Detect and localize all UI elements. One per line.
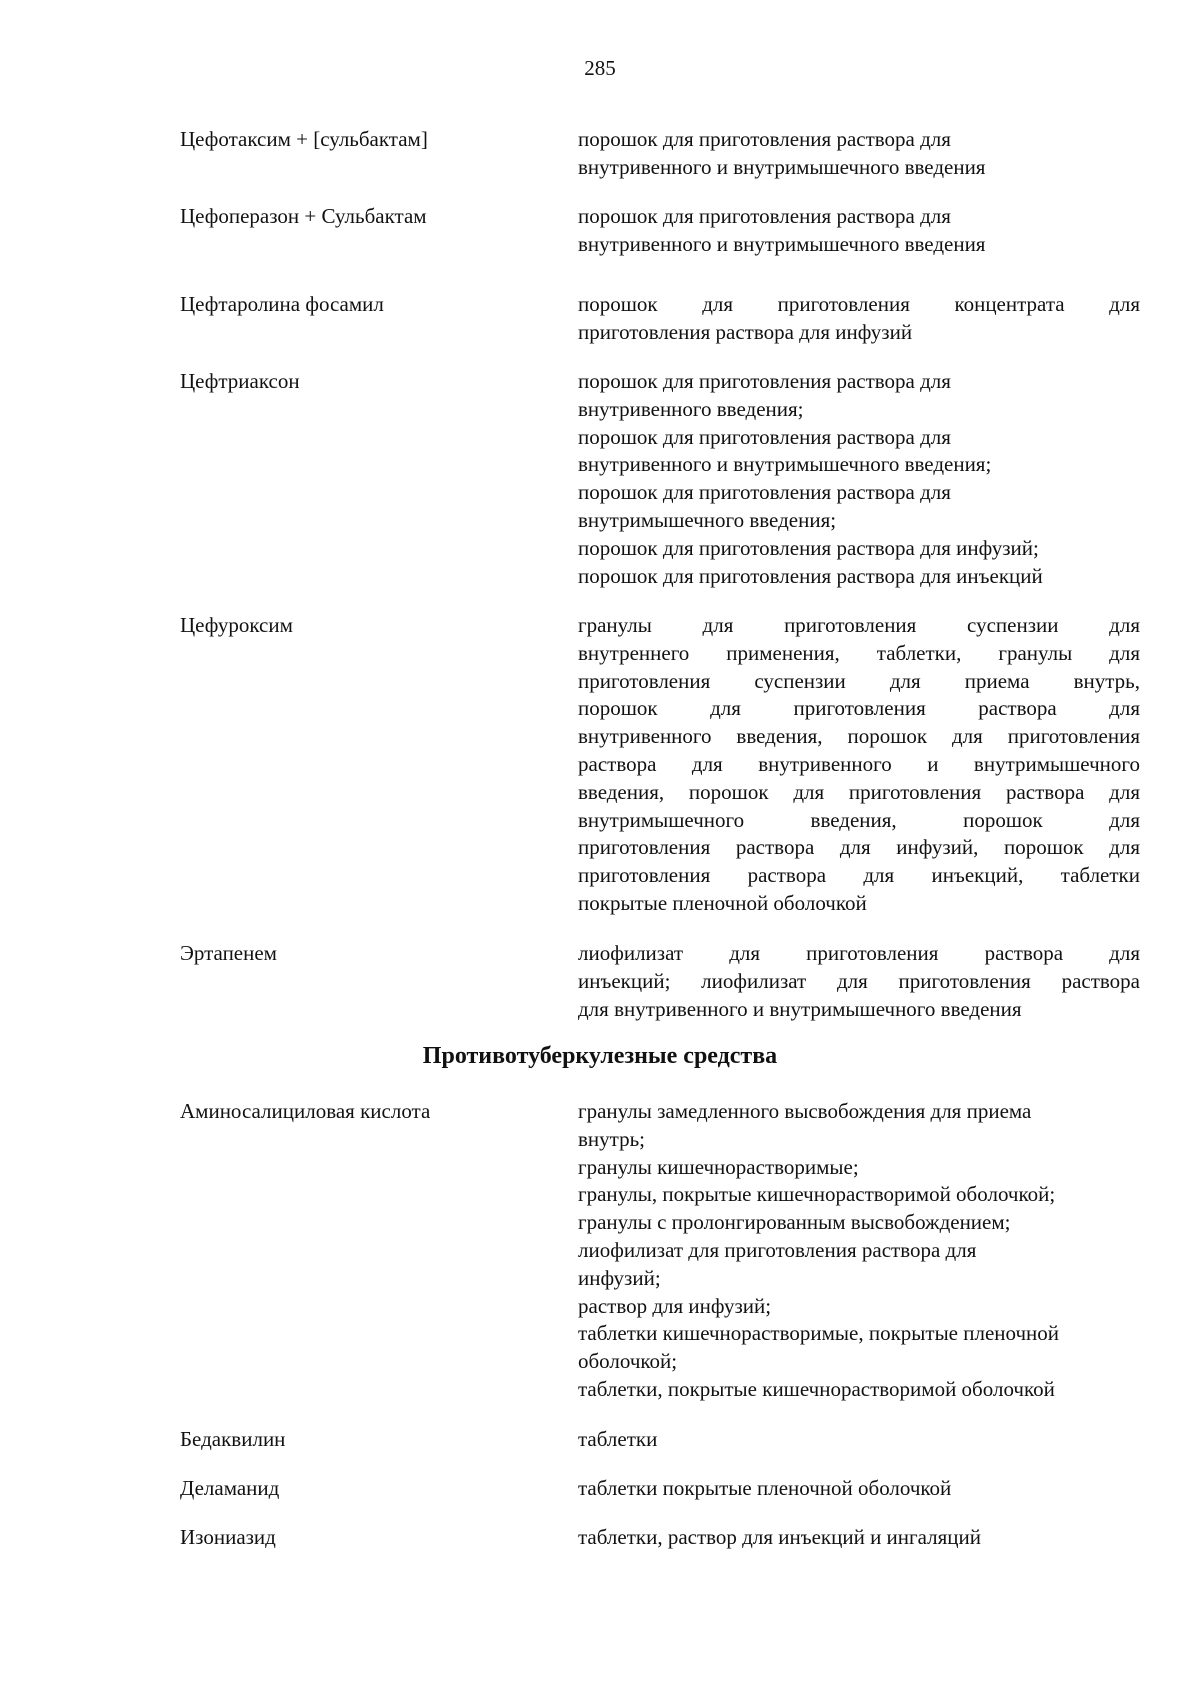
dosage-form-line: раствор для инфузий; (578, 1293, 772, 1318)
drug-name: Цефоперазон + Сульбактам (180, 204, 427, 228)
drug-name: Цефтриаксон (180, 369, 300, 393)
dosage-form-line: порошок для приготовления раствора для (578, 127, 951, 151)
dosage-form-line: гранулы, покрытые кишечнорастворимой оболочкой; (578, 1182, 1056, 1207)
dosage-forms (578, 940, 1140, 1023)
dosage-form-line: внутрь; (578, 1126, 645, 1151)
drug-name: Цефотаксим + [сульбактам] (180, 127, 428, 151)
drug-name: Аминосалициловая кислота (180, 1099, 431, 1123)
dosage-form-line: гранулы кишечнорастворимые; (578, 1154, 859, 1179)
drug-name: Изониазид (180, 1525, 276, 1549)
dosage-form-line: внутримышечного введения, порошок для (578, 807, 1140, 832)
dosage-form-line: внутривенного и внутримышечного введения (578, 231, 986, 256)
section-heading: Противотуберкулезные средства (422, 1043, 778, 1069)
dosage-form-line: таблетки кишечнорастворимые, покрытые пленочной (578, 1321, 1060, 1346)
page-number: 285 (584, 56, 616, 80)
dosage-form-line: порошок для приготовления концентрата для (578, 292, 1140, 316)
dosage-forms (578, 368, 1140, 590)
dosage-form-line: порошок для приготовления раствора для инфузий; (578, 535, 1039, 560)
dosage-form-line: инфузий; (578, 1265, 661, 1290)
dosage-form-line: раствора для внутривенного и внутримышечного (578, 751, 1140, 776)
dosage-forms (578, 126, 1140, 182)
dosage-form-line: внутривенного и внутримышечного введения (578, 154, 986, 179)
dosage-form-line: приготовления раствора для инфузий (578, 319, 913, 344)
dosage-forms (578, 1426, 1140, 1454)
dosage-form-line: таблетки (578, 1427, 658, 1451)
dosage-forms (578, 1098, 1140, 1404)
dosage-form-line: порошок для приготовления раствора для (578, 696, 1140, 721)
dosage-forms (578, 291, 1140, 347)
dosage-forms (578, 203, 1140, 259)
dosage-form-line: таблетки, покрытые кишечнорастворимой оболочкой (578, 1376, 1055, 1401)
dosage-forms (578, 1524, 1140, 1552)
dosage-form-line: лиофилизат для приготовления раствора для (578, 1237, 977, 1262)
dosage-form-line: оболочкой; (578, 1349, 678, 1374)
dosage-form-line: порошок для приготовления раствора для (578, 204, 951, 228)
dosage-form-line: таблетки, раствор для инъекций и ингаляций (578, 1525, 982, 1549)
dosage-form-line: гранулы с пролонгированным высвобождением; (578, 1210, 1011, 1235)
dosage-forms (578, 612, 1140, 918)
dosage-form-line: приготовления суспензии для приема внутрь, (578, 668, 1140, 693)
dosage-form-line: гранулы замедленного высвобождения для приема (578, 1099, 1032, 1123)
dosage-form-line: порошок для приготовления раствора для (578, 480, 951, 505)
dosage-form-line: введения, порошок для приготовления раствора для (578, 779, 1140, 804)
dosage-form-line: внутреннего применения, таблетки, гранулы для (578, 640, 1140, 665)
drug-name: Бедаквилин (180, 1427, 286, 1451)
dosage-form-line: приготовления раствора для инъекций, таблетки (578, 863, 1140, 888)
dosage-form-line: внутривенного и внутримышечного введения; (578, 452, 992, 477)
dosage-form-line: порошок для приготовления раствора для (578, 424, 951, 449)
dosage-form-line: для внутривенного и внутримышечного введения (578, 996, 1022, 1021)
dosage-form-line: таблетки покрытые пленочной оболочкой (578, 1476, 952, 1500)
dosage-form-line: порошок для приготовления раствора для (578, 369, 951, 393)
drug-name: Цефуроксим (180, 613, 293, 637)
dosage-form-line: гранулы для приготовления суспензии для (578, 613, 1140, 637)
dosage-form-line: лиофилизат для приготовления раствора для (578, 941, 1140, 965)
dosage-form-line: порошок для приготовления раствора для инъекций (578, 563, 1043, 588)
drug-name: Деламанид (180, 1476, 280, 1500)
dosage-form-line: инъекций; лиофилизат для приготовления раствора (578, 968, 1140, 993)
dosage-form-line: внутривенного введения, порошок для приготовления (578, 724, 1140, 749)
dosage-form-line: покрытые пленочной оболочкой (578, 890, 867, 915)
dosage-forms (578, 1475, 1140, 1503)
drug-name: Цефтаролина фосамил (180, 292, 384, 316)
drug-name: Эртапенем (180, 941, 277, 965)
dosage-form-line: внутривенного введения; (578, 396, 804, 421)
dosage-form-line: внутримышечного введения; (578, 507, 837, 532)
dosage-form-line: приготовления раствора для инфузий, порошок для (578, 835, 1140, 860)
